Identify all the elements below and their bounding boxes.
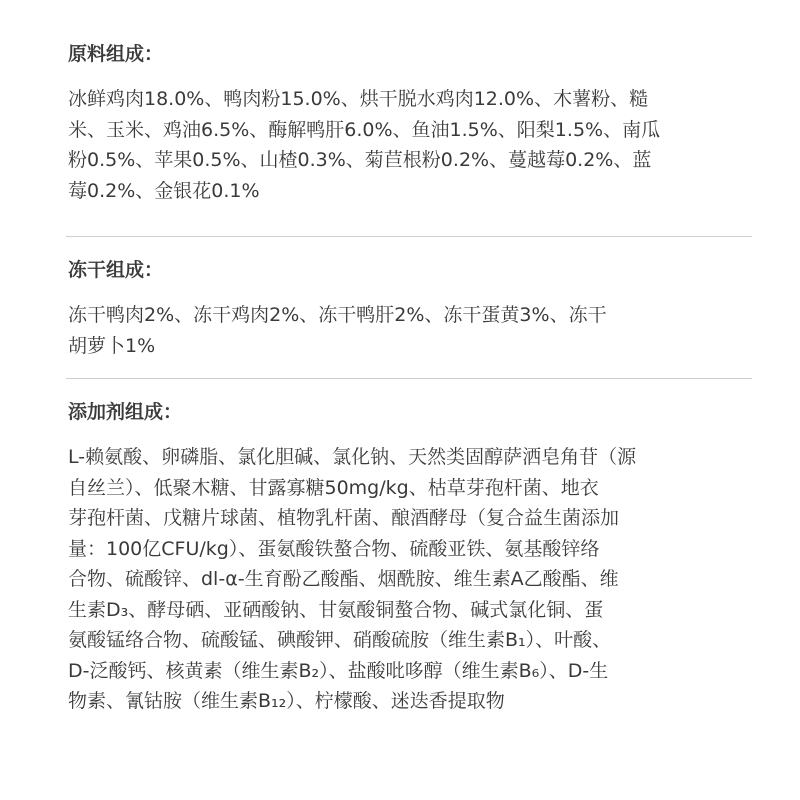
additives-section xyxy=(68,398,752,717)
text-line: 冰鲜鸡肉18.0%、鸭肉粉15.0%、烘干脱水鸡肉12.0%、木薯粉、糙 xyxy=(68,88,649,110)
raw-materials-text xyxy=(68,84,752,206)
text-line: 生素D₃、酵母硒、亚硒酸钠、甘氨酸铜螯合物、碱式氯化铜、蛋 xyxy=(68,598,604,621)
text-line: 量：100亿CFU/kg）、蛋氨酸铁螯合物、硫酸亚铁、氨基酸锌络 xyxy=(68,537,600,560)
text-line: 自丝兰）、低聚木糖、甘露寡糖50mg/kg、枯草芽孢杆菌、地衣 xyxy=(68,476,599,499)
freeze-dried-text xyxy=(68,300,752,361)
text-line: 冻干鸭肉2%、冻干鸡肉2%、冻干鸭肝2%、冻干蛋黄3%、冻干 xyxy=(68,304,607,326)
additives-title: 添加剂组成： xyxy=(68,401,183,423)
section-divider xyxy=(66,236,752,237)
freeze-dried-section xyxy=(68,256,752,361)
text-line: D-泛酸钙、核黄素（维生素B₂）、盐酸吡哆醇（维生素B₆）、D-生 xyxy=(68,659,609,682)
text-line: 合物、硫酸锌、dl-α-生育酚乙酸酯、烟酰胺、维生素A乙酸酯、维 xyxy=(68,568,619,590)
raw-materials-title: 原料组成： xyxy=(68,43,164,65)
text-line: 氨酸锰络合物、硫酸锰、碘酸钾、硝酸硫胺（维生素B₁）、叶酸、 xyxy=(68,629,612,651)
text-line: 芽孢杆菌、戊糖片球菌、植物乳杆菌、酿酒酵母（复合益生菌添加 xyxy=(68,507,620,529)
freeze-dried-title: 冻干组成： xyxy=(68,259,164,281)
raw-materials-section xyxy=(68,40,752,206)
text-line: 莓0.2%、金银花0.1% xyxy=(68,179,260,202)
section-divider xyxy=(66,378,752,379)
text-line: 米、玉米、鸡油6.5%、酶解鸭肝6.0%、鱼油1.5%、阳梨1.5%、南瓜 xyxy=(68,118,661,141)
text-line: L-赖氨酸、卵磷脂、氯化胆碱、氯化钠、天然类固醇萨洒皂角苷（源 xyxy=(68,446,637,468)
text-line: 粉0.5%、苹果0.5%、山楂0.3%、菊苣根粉0.2%、蔓越莓0.2%、蓝 xyxy=(68,149,652,171)
text-line: 物素、氰钴胺（维生素B₁₂）、柠檬酸、迷迭香提取物 xyxy=(68,690,505,712)
additives-text xyxy=(68,442,752,717)
text-line: 胡萝卜1% xyxy=(68,334,156,357)
